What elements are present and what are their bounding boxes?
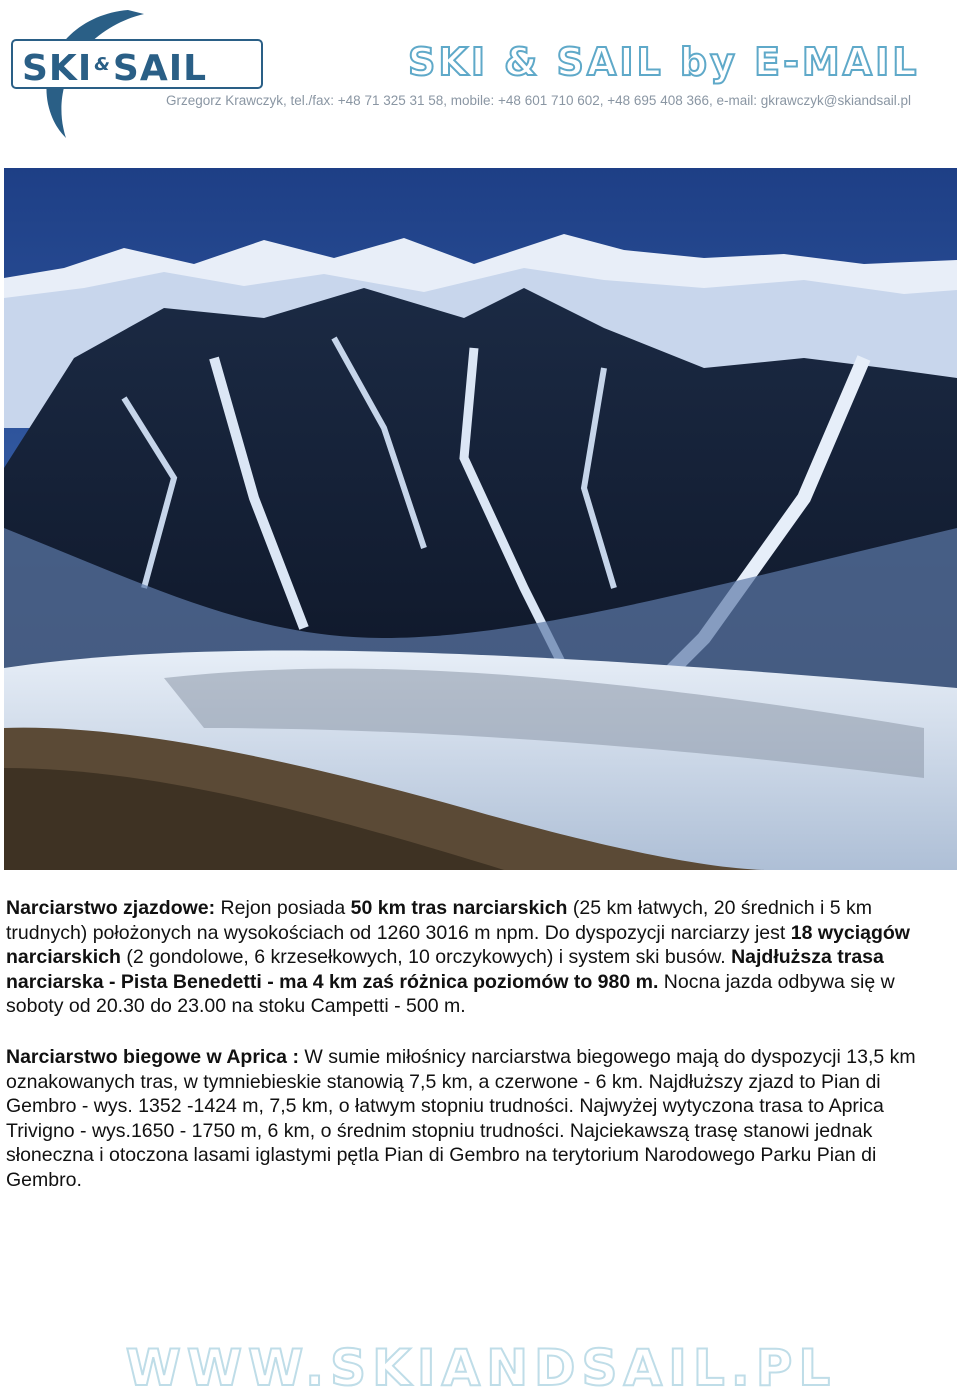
logo-wordmark <box>22 48 207 89</box>
website-url-footer: WWW.SKIANDSAIL.PL <box>125 1339 837 1397</box>
downhill-lifts-highlight: 18 wyciągów narciarskich <box>6 921 910 969</box>
downhill-text-4: Nocna jazda odbywa się w soboty od 20.30 do 23.00 na stoku Campetti - 500 m. <box>6 970 895 1018</box>
downhill-skiing-paragraph <box>6 896 936 1019</box>
page-header <box>0 0 960 150</box>
downhill-text-1: Rejon posiada <box>215 897 351 919</box>
logo-ampersand: & <box>94 54 111 75</box>
mountain-photo-icon <box>4 168 957 870</box>
cross-country-heading: Narciarstwo biegowe w Aprica : <box>6 1046 299 1068</box>
logo-ski-text: SKI <box>22 48 93 89</box>
cross-country-skiing-paragraph <box>6 1045 936 1193</box>
downhill-text-2: (25 km łatwych, 20 średnich i 5 km trudnych) położonych na wysokościach od 1260 3016 m npm. Do dyspozycji narciarzy jest <box>6 897 872 944</box>
downhill-heading: Narciarstwo zjazdowe: <box>6 897 216 919</box>
contact-line: Grzegorz Krawczyk, tel./fax: +48 71 325 31 58, mobile: +48 601 710 602, +48 695 408 366, e-mail: gkrawczyk@skiandsail.pl <box>166 93 912 108</box>
ski-and-sail-logo <box>8 4 268 144</box>
logo-sail-text: SAIL <box>112 48 208 89</box>
ski-resort-aerial-photo <box>4 168 957 870</box>
downhill-longest-run-highlight: Najdłuższa trasa narciarska - Pista Benedetti - ma 4 km zaś różnica poziomów to 980 m. <box>6 946 884 993</box>
cross-country-text: W sumie miłośnicy narciarstwa biegowego mają do dyspozycji 13,5 km oznakowanych tras, w tymniebieskie stanowią 7,5 km, a czerwone - 6 km. Najdłuższy zjazd to Pian di Gembro - wys. 1352 -1424 m, 7,5 km, o łatwym stopniu trudności. Najwyżej wytyczona trasa to Aprica Trivigno - wys.1650 - 1750 m, 6 km, o średnim stopniu trudności. Najciekawszą trasę stanowi jednak słoneczna i otoczona lasami iglastymi pętla Pian di Gembro na terytorium Narodowego Parku Pian di Gembro. <box>6 1046 916 1191</box>
downhill-km-highlight: 50 km tras narciarskich <box>350 897 568 919</box>
downhill-text-3: (2 gondolowe, 6 krzesełkowych, 10 orczykowych) i system ski busów. <box>120 946 732 969</box>
page-title: SKI & SAIL by E-MAIL <box>408 40 920 84</box>
